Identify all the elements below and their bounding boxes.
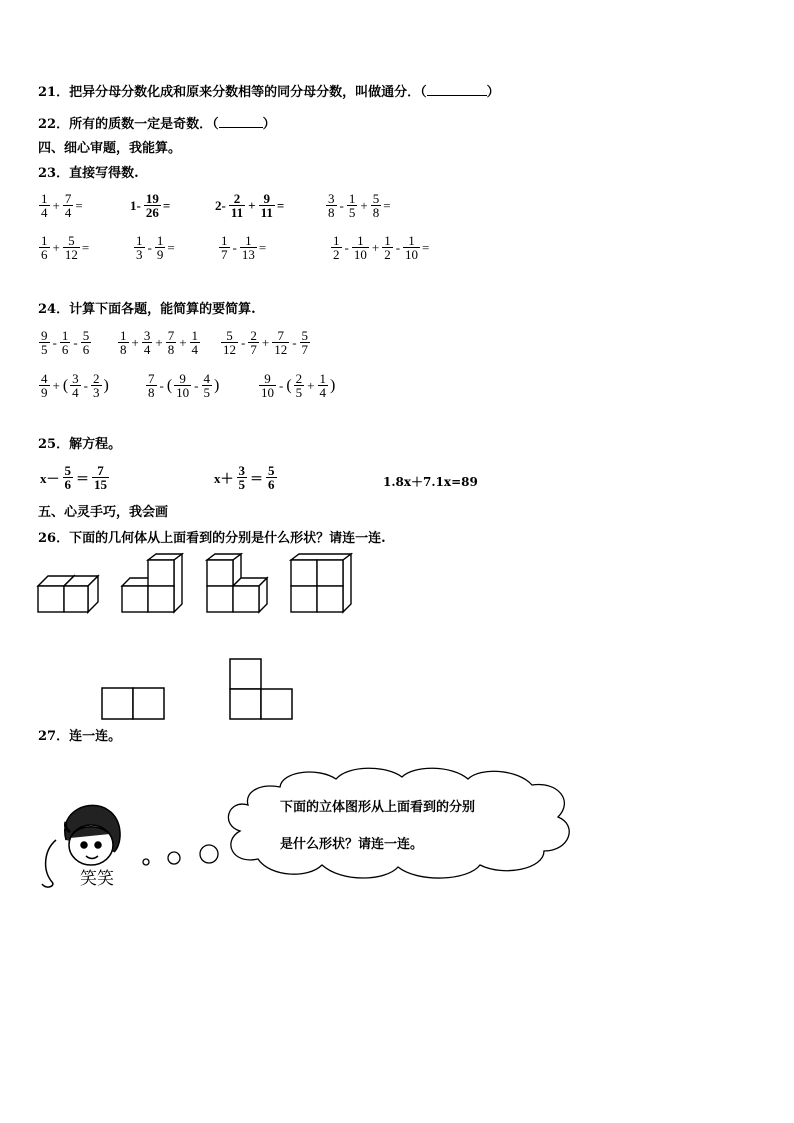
fraction: $\frac{7}{8}$ xyxy=(167,328,175,357)
fraction: $\frac{7}{4}$ xyxy=(64,191,72,220)
fraction: $\frac{1}{9}$ xyxy=(156,233,164,262)
q23-item-3: 2- $\frac{2}{11}$ + $\frac{9}{11}$ = xyxy=(215,191,285,220)
fraction: $\frac{1}{5}$ xyxy=(348,191,356,220)
fraction: $\frac{5}{7}$ xyxy=(301,328,309,357)
solid-figure-2[interactable] xyxy=(120,552,184,614)
fraction: $\frac{1}{8}$ xyxy=(120,328,127,357)
question-21: 21．把异分母分数化成和原来分数相等的同分母分数，叫做通分．（ ） xyxy=(38,85,500,100)
fraction: $\frac{9}{10}$ xyxy=(176,371,190,400)
fraction: $\frac{1}{3}$ xyxy=(136,233,143,262)
equation-1: x－ $\frac{5}{6}$ ＝ $\frac{7}{15}$ xyxy=(40,463,108,492)
solid-figure-3[interactable] xyxy=(205,552,269,614)
q24-item-5: $\frac{7}{8}$ - ( $\frac{9}{10}$ - $\frac{4}{5}$ ) xyxy=(148,371,220,400)
fraction: $\frac{2}{5}$ xyxy=(295,371,303,400)
answer-blank-22[interactable] xyxy=(219,115,263,128)
fraction: $\frac{3}{5}$ xyxy=(238,463,246,492)
fraction: $\frac{1}{13}$ xyxy=(241,233,255,262)
fraction: $\frac{1}{10}$ xyxy=(353,233,367,262)
equation-3: 1.8x＋7.1x=89 xyxy=(383,475,478,489)
equation-2: x＋ $\frac{3}{5}$ ＝ $\frac{5}{6}$ xyxy=(214,463,275,492)
q23-item-8: $\frac{1}{2}$ - $\frac{1}{10}$ + $\frac{1}{2}$ - $\frac{1}{10}$ = xyxy=(333,233,430,262)
fraction: $\frac{1}{7}$ xyxy=(221,233,228,262)
fraction: $\frac{1}{10}$ xyxy=(405,233,419,262)
section-5-heading: 五、心灵手巧，我会画 xyxy=(38,505,169,520)
fraction: $\frac{5}{8}$ xyxy=(372,191,380,220)
fraction: $\frac{1}{4}$ xyxy=(41,191,48,220)
fraction: $\frac{1}{4}$ xyxy=(319,371,327,400)
question-25-title: 25．解方程。 xyxy=(38,437,122,452)
thought-bubble xyxy=(218,765,583,885)
fraction: $\frac{1}{4}$ xyxy=(191,328,199,357)
question-24-title: 24．计算下面各题，能简算的要简算. xyxy=(38,302,256,317)
bubble-text-line-2: 是什么形状？请连一连。 xyxy=(280,837,424,852)
thought-dots xyxy=(138,842,223,870)
q24-item-3: $\frac{5}{12}$ - $\frac{2}{7}$ + $\frac{7}{12}$ - $\frac{5}{7}$ xyxy=(223,328,309,357)
fraction: $\frac{2}{3}$ xyxy=(93,371,100,400)
fraction: $\frac{5}{12}$ xyxy=(64,233,78,262)
q23-item-1: $\frac{1}{4}$ + $\frac{7}{4}$ = xyxy=(41,191,83,220)
fraction: $\frac{4}{5}$ xyxy=(203,371,211,400)
q23-item-2: 1- $\frac{19}{26}$ = xyxy=(130,191,171,220)
question-26-title: 26．下面的几何体从上面看到的分别是什么形状？请连一连. xyxy=(38,531,386,546)
fraction: $\frac{5}{12}$ xyxy=(223,328,236,357)
fraction: $\frac{2}{11}$ xyxy=(230,191,244,220)
question-23-title: 23．直接写得数. xyxy=(38,166,139,181)
fraction: $\frac{5}{6}$ xyxy=(64,463,72,492)
fraction: $\frac{1}{2}$ xyxy=(333,233,340,262)
bubble-text-line-1: 下面的立体图形从上面看到的分别 xyxy=(280,800,476,815)
q24-item-4: $\frac{4}{9}$ + ( $\frac{3}{4}$ - $\frac{2}{3}$ ) xyxy=(41,371,109,400)
fraction: $\frac{5}{6}$ xyxy=(268,463,275,492)
fraction: $\frac{2}{7}$ xyxy=(250,328,257,357)
fraction: $\frac{3}{8}$ xyxy=(328,191,335,220)
fraction: $\frac{7}{12}$ xyxy=(274,328,288,357)
question-22: 22．所有的质数一定是奇数．（ ） xyxy=(38,117,276,132)
fraction: $\frac{1}{2}$ xyxy=(384,233,391,262)
section-4-heading: 四、细心审题，我能算。 xyxy=(38,141,182,156)
fraction: $\frac{3}{4}$ xyxy=(143,328,151,357)
fraction: $\frac{9}{10}$ xyxy=(261,371,274,400)
fraction: $\frac{9}{5}$ xyxy=(41,328,48,357)
q24-item-1: $\frac{9}{5}$ - $\frac{1}{6}$ - $\frac{5}{6}$ xyxy=(41,328,90,357)
fraction: $\frac{5}{6}$ xyxy=(82,328,90,357)
q23-item-4: $\frac{3}{8}$ - $\frac{1}{5}$ + $\frac{5}{8}$ = xyxy=(328,191,391,220)
fraction: $\frac{4}{9}$ xyxy=(41,371,48,400)
q23-item-6: $\frac{1}{3}$ - $\frac{1}{9}$ = xyxy=(136,233,175,262)
fraction: $\frac{19}{26}$ xyxy=(145,191,159,220)
q23-item-7: $\frac{1}{7}$ - $\frac{1}{13}$ = xyxy=(221,233,267,262)
fraction: $\frac{1}{6}$ xyxy=(41,233,48,262)
fraction: $\frac{1}{6}$ xyxy=(61,328,69,357)
fraction: $\frac{7}{8}$ xyxy=(148,371,155,400)
q24-item-2: $\frac{1}{8}$ + $\frac{3}{4}$ + $\frac{7}{8}$ + $\frac{1}{4}$ xyxy=(120,328,199,357)
question-27-title: 27．连一连。 xyxy=(38,729,122,744)
solid-figure-1[interactable] xyxy=(36,570,100,614)
fraction: $\frac{7}{15}$ xyxy=(94,463,108,492)
fraction: $\frac{9}{11}$ xyxy=(260,191,273,220)
q23-item-5: $\frac{1}{6}$ + $\frac{5}{12}$ = xyxy=(41,233,90,262)
answer-blank-21[interactable] xyxy=(427,83,487,96)
solid-figure-4[interactable] xyxy=(289,552,353,614)
character-name: 笑笑 xyxy=(80,869,114,889)
q24-item-6: $\frac{9}{10}$ - ( $\frac{2}{5}$ + $\frac{1}{4}$ ) xyxy=(261,371,336,400)
top-view-shape-1[interactable] xyxy=(100,686,166,722)
top-view-shape-2[interactable] xyxy=(228,657,294,721)
fraction: $\frac{3}{4}$ xyxy=(72,371,79,400)
